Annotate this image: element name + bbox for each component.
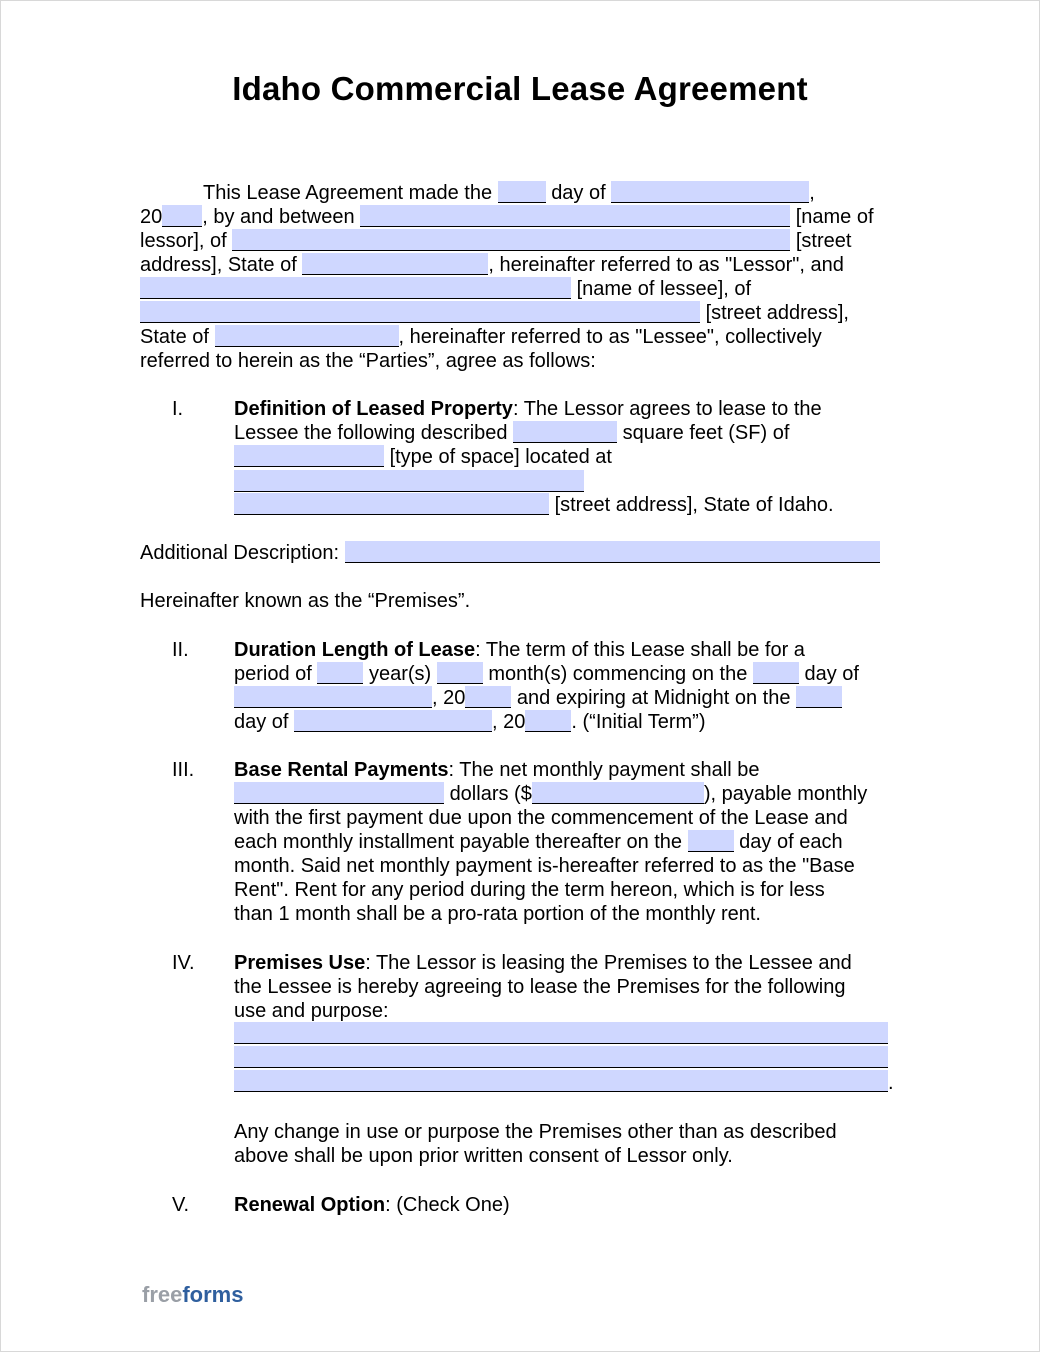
rent-numeric-amount-field[interactable]: [532, 782, 704, 804]
section-4-paragraph-2-line-1: Any change in use or purpose the Premises other than as described: [234, 1121, 837, 1143]
intro-text: , hereinafter referred to as "Lessor", and: [488, 254, 844, 276]
section-number: I.: [172, 398, 184, 420]
logo-forms-text: forms: [182, 1282, 244, 1307]
section-text: Lessee the following described: [234, 422, 508, 444]
agreement-year-field[interactable]: [162, 205, 202, 227]
section-3-line-1: [234, 758, 759, 782]
section-text: : (Check One): [385, 1194, 510, 1216]
document-title: Idaho Commercial Lease Agreement: [232, 70, 808, 107]
hereinafter-text: Hereinafter known as the “Premises”.: [140, 590, 471, 612]
intro-text: ,: [809, 182, 815, 204]
logo-free-text: free: [142, 1282, 183, 1307]
intro-text: [name of lessee], of: [576, 278, 752, 300]
section-1-line-2: [234, 421, 789, 445]
intro-line-2: [140, 205, 874, 229]
section-text: day of: [234, 711, 289, 733]
lessee-state-field[interactable]: [215, 325, 399, 347]
section-heading: Definition of Leased Property: [234, 398, 513, 420]
section-text: month(s) commencing on the: [488, 663, 748, 685]
section-heading: Premises Use: [234, 952, 366, 974]
intro-line-1: [203, 181, 815, 205]
use-purpose-period: .: [888, 1072, 894, 1094]
section-text: and expiring at Midnight on the: [516, 687, 791, 709]
section-text: , 20: [492, 711, 526, 733]
start-day-field[interactable]: [753, 662, 799, 684]
intro-line-7: [140, 325, 822, 349]
intro-text: , by and between: [202, 206, 355, 228]
section-2-line-3: [234, 686, 842, 710]
section-4-paragraph-2-line-2: above shall be upon prior written consent of Lessor only.: [234, 1145, 733, 1167]
section-3-line-3: with the first payment due upon the commencement of the Lease and: [234, 807, 848, 829]
use-purpose-field-1[interactable]: [234, 1022, 888, 1044]
section-text: dollars ($: [449, 783, 532, 805]
intro-text: address], State of: [140, 254, 297, 276]
rent-written-amount-field[interactable]: [234, 782, 444, 804]
use-purpose-field-3[interactable]: [234, 1070, 888, 1092]
section-1-line-1: [234, 397, 822, 421]
intro-line-4: [140, 253, 844, 277]
intro-text: lessor], of: [140, 230, 227, 252]
rent-due-day-field[interactable]: [688, 830, 734, 852]
section-5-line-1: [234, 1193, 510, 1217]
section-3-line-5: month. Said net monthly payment is-hereafter referred to as the "Base: [234, 855, 855, 877]
intro-text: , hereinafter referred to as "Lessee", collectively: [398, 326, 822, 348]
section-2-line-2: [234, 662, 859, 686]
lessee-name-field[interactable]: [140, 277, 571, 299]
property-location-field[interactable]: [234, 470, 584, 492]
section-3-line-2: [234, 782, 867, 806]
intro-text: [street address],: [705, 302, 849, 324]
lessor-name-field[interactable]: [360, 205, 790, 227]
section-3-line-4: [234, 830, 843, 854]
section-text: [type of space] located at: [389, 446, 612, 468]
space-type-field[interactable]: [234, 445, 384, 467]
section-text: day of: [804, 663, 859, 685]
intro-line-8: referred to herein as the “Parties”, agree as follows:: [140, 350, 596, 372]
intro-text: This Lease Agreement made the: [203, 182, 493, 204]
section-number: V.: [172, 1194, 190, 1216]
section-text: day of each: [739, 831, 843, 853]
intro-line-6: [140, 301, 849, 325]
section-4-line-3: use and purpose:: [234, 1000, 389, 1022]
section-text: [street address], State of Idaho.: [554, 494, 834, 516]
section-2-line-4: [234, 710, 706, 734]
property-address-field[interactable]: [234, 493, 549, 515]
intro-text: day of: [551, 182, 606, 204]
section-text: square feet (SF) of: [622, 422, 790, 444]
end-day-field[interactable]: [796, 686, 842, 708]
intro-text: State of: [140, 326, 209, 348]
use-purpose-field-2[interactable]: [234, 1046, 888, 1068]
section-heading: Base Rental Payments: [234, 759, 449, 781]
section-3-line-7: than 1 month shall be a pro-rata portion of the monthly rent.: [234, 903, 761, 925]
intro-text: [name of: [795, 206, 874, 228]
section-4-line-2: the Lessee is hereby agreeing to lease the Premises for the following: [234, 976, 846, 998]
section-4-line-1: [234, 951, 852, 975]
additional-description-label: Additional Description:: [140, 542, 339, 564]
intro-line-3: [140, 229, 851, 253]
section-text: ), payable monthly: [703, 783, 868, 805]
end-month-field[interactable]: [294, 710, 492, 732]
section-2-line-1: [234, 638, 805, 662]
section-text: , 20: [432, 687, 466, 709]
section-text: period of: [234, 663, 312, 685]
section-3-line-6: Rent". Rent for any period during the term hereon, which is for less: [234, 879, 825, 901]
lease-months-field[interactable]: [437, 662, 483, 684]
lessor-address-field[interactable]: [232, 229, 790, 251]
section-number: IV.: [172, 952, 195, 974]
section-text: . (“Initial Term”): [571, 711, 706, 733]
section-heading: Renewal Option: [234, 1194, 386, 1216]
start-month-field[interactable]: [234, 686, 432, 708]
section-text: : The net monthly payment shall be: [448, 759, 760, 781]
agreement-day-field[interactable]: [498, 181, 546, 203]
intro-text: 20: [140, 206, 163, 228]
section-heading: Duration Length of Lease: [234, 639, 476, 661]
start-year-field[interactable]: [465, 686, 511, 708]
section-1-line-3: [234, 445, 612, 469]
square-feet-field[interactable]: [513, 421, 617, 443]
section-number: II.: [172, 639, 189, 661]
additional-description-field[interactable]: [345, 541, 880, 563]
lease-years-field[interactable]: [317, 662, 363, 684]
section-text: each monthly installment payable thereafter on the: [234, 831, 683, 853]
section-text: : The Lessor agrees to lease to the: [512, 398, 822, 420]
end-year-field[interactable]: [525, 710, 571, 732]
intro-text: [street: [795, 230, 852, 252]
agreement-month-field[interactable]: [611, 181, 809, 203]
intro-line-5: [140, 277, 751, 301]
lessor-state-field[interactable]: [302, 253, 488, 275]
section-text: : The term of this Lease shall be for a: [475, 639, 805, 661]
section-text: year(s): [368, 663, 432, 685]
section-1-line-5: [234, 493, 834, 517]
section-number: III.: [172, 759, 195, 781]
additional-description-line: [140, 541, 880, 565]
freeforms-logo: [142, 1282, 243, 1308]
lessee-address-field[interactable]: [140, 301, 700, 323]
section-text: : The Lessor is leasing the Premises to the Lessee and: [365, 952, 852, 974]
